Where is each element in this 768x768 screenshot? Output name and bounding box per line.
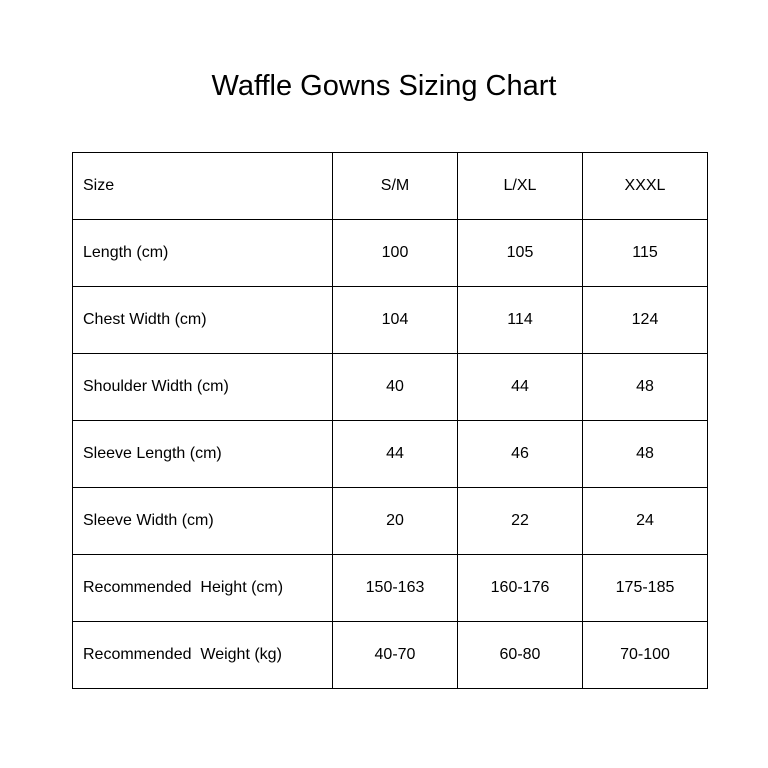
table-cell: XXXL [583,153,708,220]
table-row [73,622,708,689]
table-cell: 48 [583,354,708,421]
table-cell: 24 [583,488,708,555]
row-label: Recommended Height (cm) [73,555,333,622]
row-label: Size [73,153,333,220]
table-cell: L/XL [458,153,583,220]
table-cell: 70-100 [583,622,708,689]
table-cell: 175-185 [583,555,708,622]
table-cell: 114 [458,287,583,354]
table-cell: S/M [333,153,458,220]
table-cell: 100 [333,220,458,287]
row-label: Shoulder Width (cm) [73,354,333,421]
table-cell: 40 [333,354,458,421]
table-row [73,354,708,421]
row-label: Length (cm) [73,220,333,287]
table-cell: 40-70 [333,622,458,689]
row-label: Sleeve Length (cm) [73,421,333,488]
table-cell: 48 [583,421,708,488]
table-row [73,421,708,488]
table-cell: 150-163 [333,555,458,622]
table-cell: 115 [583,220,708,287]
table-cell: 22 [458,488,583,555]
table-row [73,488,708,555]
table-cell: 44 [333,421,458,488]
table-cell: 20 [333,488,458,555]
table-cell: 124 [583,287,708,354]
table-row [73,555,708,622]
row-label: Chest Width (cm) [73,287,333,354]
row-label: Recommended Weight (kg) [73,622,333,689]
table-cell: 160-176 [458,555,583,622]
table-cell: 105 [458,220,583,287]
header-row [73,153,708,220]
table-row [73,220,708,287]
page-title: Waffle Gowns Sizing Chart [211,70,557,102]
row-label: Sleeve Width (cm) [73,488,333,555]
table-cell: 44 [458,354,583,421]
table-cell: 46 [458,421,583,488]
table-cell: 60-80 [458,622,583,689]
table-cell: 104 [333,287,458,354]
table-row [73,287,708,354]
sizing-table [72,152,708,689]
